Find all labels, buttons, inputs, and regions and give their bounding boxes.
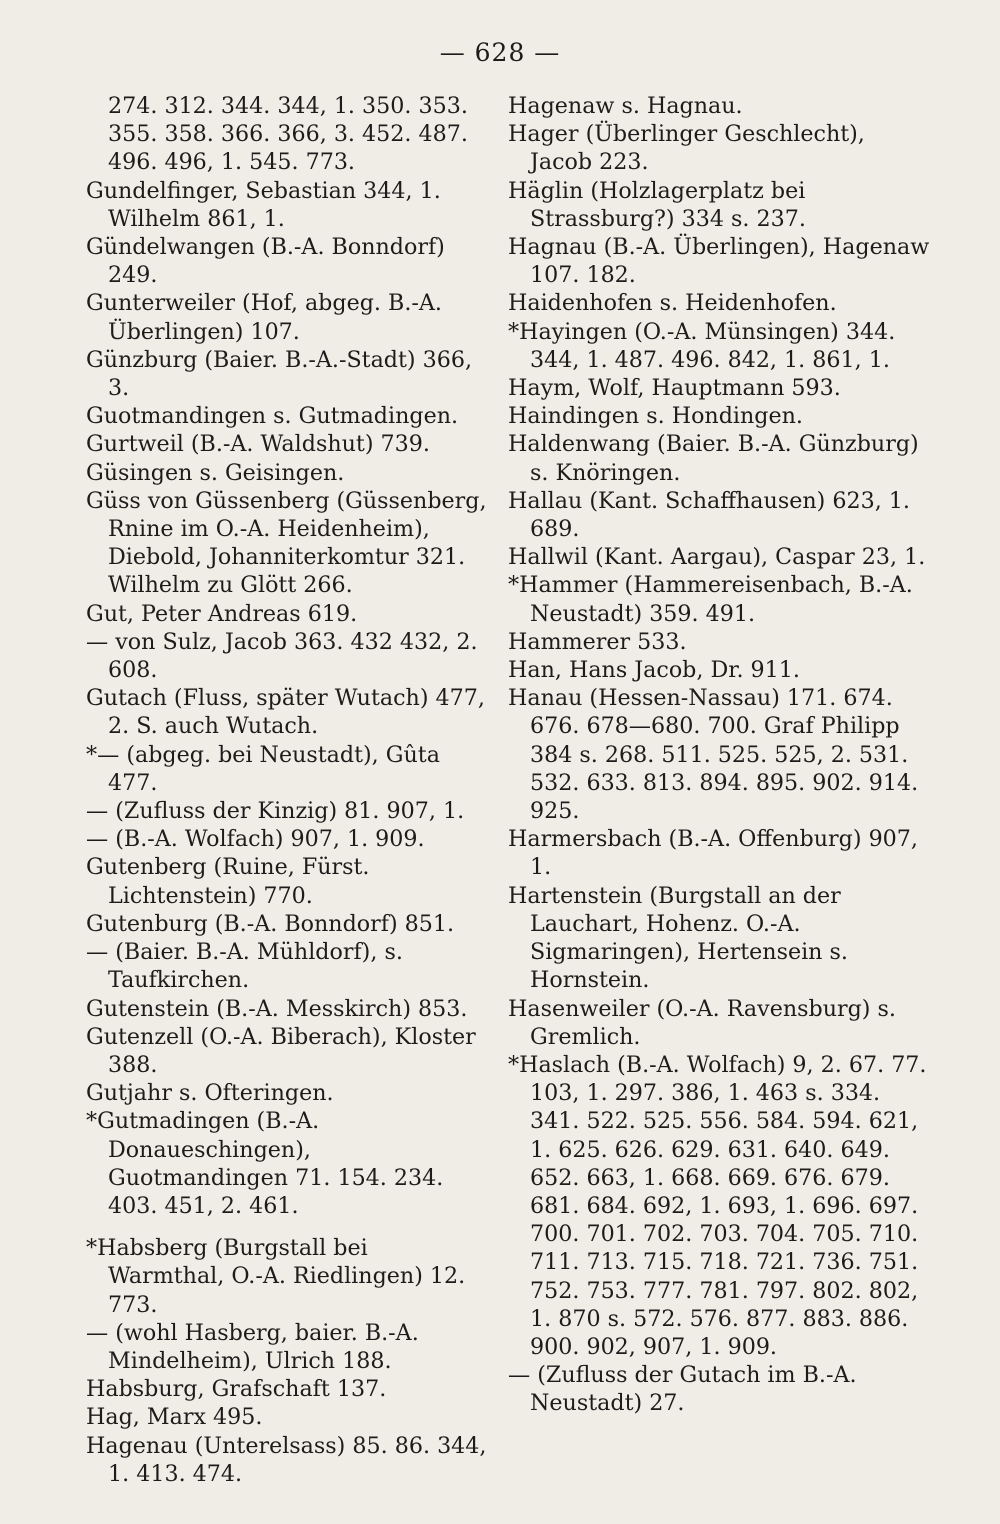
index-entry: Haindingen s. Hondingen. (508, 403, 803, 430)
index-entry: Gundelfinger, Sebastian 344, 1. Wilhelm 861, 1. (86, 177, 441, 232)
index-entry: Gündelwangen (B.-A. Bonndorf) 249. (86, 234, 445, 289)
index-entry: Haidenhofen s. Heidenhofen. (508, 290, 837, 317)
index-entry: Güsingen s. Geisingen. (86, 459, 345, 486)
index-entry: Günzburg (Baier. B.-A.-Stadt) 366, 3. (86, 346, 473, 402)
index-entry: Gunterweiler (Hof, abgeg. B.-A. Überlingen) 107. (86, 290, 442, 345)
index-entry: Han, Hans Jacob, Dr. 911. (508, 657, 800, 684)
index-entry: Hagenau (Unterelsass) 85. 86. 344, 1. 413. 474. (86, 1432, 487, 1487)
index-entry: Gutenburg (B.-A. Bonndorf) 851. (86, 910, 455, 937)
index-entry: — (B.-A. Wolfach) 907, 1. 909. (86, 826, 425, 853)
index-entry: *Haslach (B.-A. Wolfach) 9, 2. 67. 77. 103, 1. 297. 386, 1. 463 s. 334. 341. 522. 525. 556. 584. 594. 621, 1. 625. 626. 629. 631. 640. 649. 652. 663, 1. 668. 669. 676. 679. 681. 684. 692, 1. 693, 1. 696. 697. 700. 701. 702. 703. 704. 705. 710. 711. 713. 715. 718. 721. 736. 751. 752. 753. 777. 781. 797. 802. 802, 1. 870 s. 572. 576. 877. 883. 886. 900. 902, 907, 1. 909. (508, 1051, 927, 1360)
index-entry: — von Sulz, Jacob 363. 432 432, 2. 608. (86, 628, 478, 684)
index-entry: *Hayingen (O.-A. Münsingen) 344. 344, 1. 487. 496. 842, 1. 861, 1. (508, 318, 896, 373)
index-entry: Gutach (Fluss, später Wutach) 477, 2. S. auch Wutach. (86, 685, 485, 740)
index-entry: Hasenweiler (O.-A. Ravensburg) s. Gremlich. (508, 995, 896, 1050)
index-entry: — (wohl Hasberg, baier. B.-A. Mindelheim), Ulrich 188. (86, 1319, 419, 1374)
index-entry: Gutenzell (O.-A. Biberach), Kloster 388. (86, 1023, 476, 1078)
index-entry: Hag, Marx 495. (86, 1404, 263, 1431)
index-entry: Gutjahr s. Ofteringen. (86, 1080, 334, 1107)
index-entry: Habsburg, Grafschaft 137. (86, 1376, 387, 1403)
index-entry: — (Zufluss der Kinzig) 81. 907, 1. (86, 798, 465, 825)
index-entry: Guotmandingen s. Gutmadingen. (86, 403, 459, 430)
index-entry: *— (abgeg. bei Neustadt), Gûta 477. (86, 741, 440, 796)
section-gap (86, 1220, 490, 1234)
index-entry: Hallau (Kant. Schaffhausen) 623, 1. 689. (508, 487, 910, 543)
index-entry: *Hammer (Hammereisenbach, B.-A. Neustadt) 359. 491. (508, 572, 913, 627)
index-column-left (86, 92, 490, 1488)
index-entry: *Habsberg (Burgstall bei Warmthal, O.-A. Riedlingen) 12. 773. (86, 1235, 466, 1318)
index-entry: Haldenwang (Baier. B.-A. Günzburg) s. Knöringen. (508, 431, 919, 486)
index-entry: — (Zufluss der Gutach im B.-A. Neustadt) 27. (508, 1362, 857, 1417)
index-column-right (508, 92, 934, 1418)
index-entry: Gutenstein (B.-A. Messkirch) 853. (86, 995, 468, 1022)
index-entry: Hammerer 533. (508, 628, 687, 655)
index-entry: Hagenaw s. Hagnau. (508, 93, 743, 119)
index-entry: Harmersbach (B.-A. Offenburg) 907, 1. (508, 826, 918, 881)
index-entry: — (Baier. B.-A. Mühldorf), s. Taufkirchen. (86, 939, 403, 994)
index-entry: 274. 312. 344. 344, 1. 350. 353. 355. 358. 366. 366, 3. 452. 487. 496. 496, 1. 545. 773. (108, 93, 468, 176)
index-entry: Gurtweil (B.-A. Waldshut) 739. (86, 431, 430, 458)
index-entry: Hartenstein (Burgstall an der Lauchart, Hohenz. O.-A. Sigmaringen), Hertensein s. Hornstein. (508, 882, 848, 994)
index-entry: Gut, Peter Andreas 619. (86, 600, 358, 627)
page-number: — 628 — (439, 38, 561, 67)
index-entry: Gutenberg (Ruine, Fürst. Lichtenstein) 770. (86, 854, 370, 909)
index-entry: Hanau (Hessen-Nassau) 171. 674. 676. 678—680. 700. Graf Philipp 384 s. 268. 511. 525. 525, 2. 531. 532. 633. 813. 894. 895. 902. 914. 925. (508, 685, 919, 825)
index-entry: *Gutmadingen (B.-A. Donaueschingen), Guotmandingen 71. 154. 234. 403. 451, 2. 461. (86, 1108, 444, 1219)
index-entry: Hagnau (B.-A. Überlingen), Hagenaw 107. 182. (508, 234, 930, 289)
index-entry: Hager (Überlinger Geschlecht), Jacob 223. (508, 121, 865, 176)
index-entry: Häglin (Holzlagerplatz bei Strassburg?) 334 s. 237. (508, 177, 806, 232)
index-entry: Haym, Wolf, Hauptmann 593. (508, 375, 841, 402)
index-entry: Hallwil (Kant. Aargau), Caspar 23, 1. (508, 544, 926, 571)
index-entry: Güss von Güssenberg (Güssenberg, Rnine im O.-A. Heidenheim), Diebold, Johanniterkomtur 321. Wilhelm zu Glött 266. (86, 487, 487, 599)
